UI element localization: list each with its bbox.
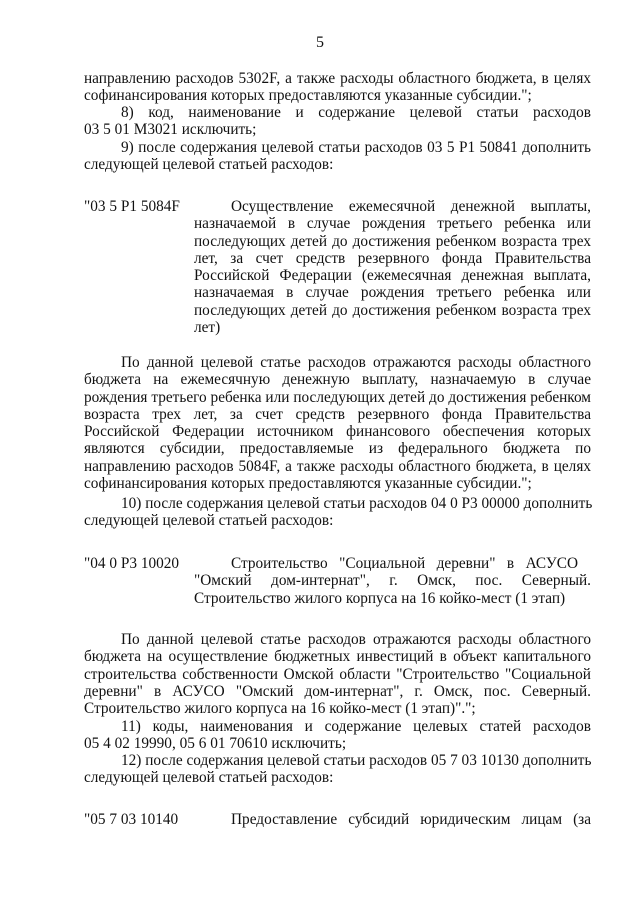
text-line: последующих детей до достижения ребенком возраста трех (194, 232, 591, 250)
entry-code: "05 7 03 10140 (84, 811, 179, 828)
text-line: софинансирования которых предоставляются указанные субсидии."; (84, 87, 532, 104)
text-line: последующих детей до достижения ребенком возраста трех (194, 301, 591, 319)
text-line: Российской Федерации (ежемесячная денежная выплата, (194, 267, 591, 285)
entry-description (194, 555, 591, 607)
paragraph-1 (84, 354, 591, 492)
text-line: лет, за счет средств резервного фонда Правительства (194, 249, 591, 267)
page-number: 5 (316, 34, 324, 51)
text-line: Российской Федерации источником финансового обеспечения которых (84, 423, 591, 441)
text-line: Осуществление ежемесячной денежной выплаты, (231, 198, 591, 215)
text-line: направлению расходов 5084F, а также расходы областного бюджета, в целях (84, 457, 591, 475)
paragraph-2 (84, 631, 591, 717)
text-line: 11) коды, наименования и содержание целевых статей расходов (121, 718, 591, 735)
text-line: софинансирования которых предоставляются указанные субсидии."; (84, 475, 532, 493)
text-line: следующей целевой статьей расходов: (84, 512, 334, 529)
text-line: возраста трех лет, за счет средств резервного фонда Правительства (84, 405, 591, 423)
text-line: лет) (194, 319, 221, 337)
text-line: следующей целевой статьей расходов: (84, 769, 334, 786)
text-line: являются субсидии, предоставляемые из федерального бюджета по (84, 440, 591, 458)
entry-code: "04 0 P3 10020 (84, 555, 180, 572)
text-line: назначаемая в случае рождения третьего ребенка или (194, 284, 591, 302)
text-line: назначаемой в случае рождения третьего ребенка или (194, 215, 591, 233)
text-line: Строительство жилого корпуса на 16 койко-мест (1 этап) (194, 589, 566, 607)
text-line: 05 4 02 19990, 05 6 01 70610 исключить; (84, 735, 347, 752)
entry-description: Предоставление субсидий юридическим лицам (за (231, 811, 591, 828)
text-line: "Омский дом-интернат", г. Омск, пос. Северный. (194, 572, 591, 590)
text-line: 03 5 01 M3021 исключить; (84, 121, 257, 138)
text-line: рождения третьего ребенка или последующих детей до достижения ребенком (84, 388, 591, 406)
text-line: 9) после содержания целевой статьи расходов 03 5 P1 50841 дополнить (121, 139, 591, 156)
text-line: По данной целевой статье расходов отражаются расходы областного (121, 631, 591, 648)
text-line: Строительство "Социальной деревни" в АСУСО (231, 555, 578, 572)
text-line: 12) после содержания целевой статьи расходов 05 7 03 10130 дополнить (121, 752, 592, 769)
text-line: По данной целевой статье расходов отражаются расходы областного (121, 354, 591, 371)
text-line: бюджета на осуществление бюджетных инвестиций в объект капитального (84, 648, 591, 666)
text-line: Строительство жилого корпуса на 16 койко-мест (1 этап)"."; (84, 700, 476, 718)
entry-code: "03 5 P1 5084F (84, 198, 180, 215)
text-line: 8) код, наименование и содержание целевой статьи расходов (121, 104, 591, 121)
entry-description (194, 198, 591, 336)
text-line: 10) после содержания целевой статьи расходов 04 0 P3 00000 дополнить (121, 495, 593, 512)
text-line: следующей целевой статьей расходов: (84, 156, 334, 173)
text-line: направлению расходов 5302F, а также расходы областного бюджета, в целях (84, 70, 591, 87)
text-line: строительства собственности Омской области "Строительство "Социальной (84, 665, 591, 683)
text-line: деревни" в АСУСО "Омский дом-интернат", г. Омск, пос. Северный. (84, 682, 591, 700)
text-line: бюджета на ежемесячную денежную выплату, назначаемую в случае (84, 371, 591, 389)
